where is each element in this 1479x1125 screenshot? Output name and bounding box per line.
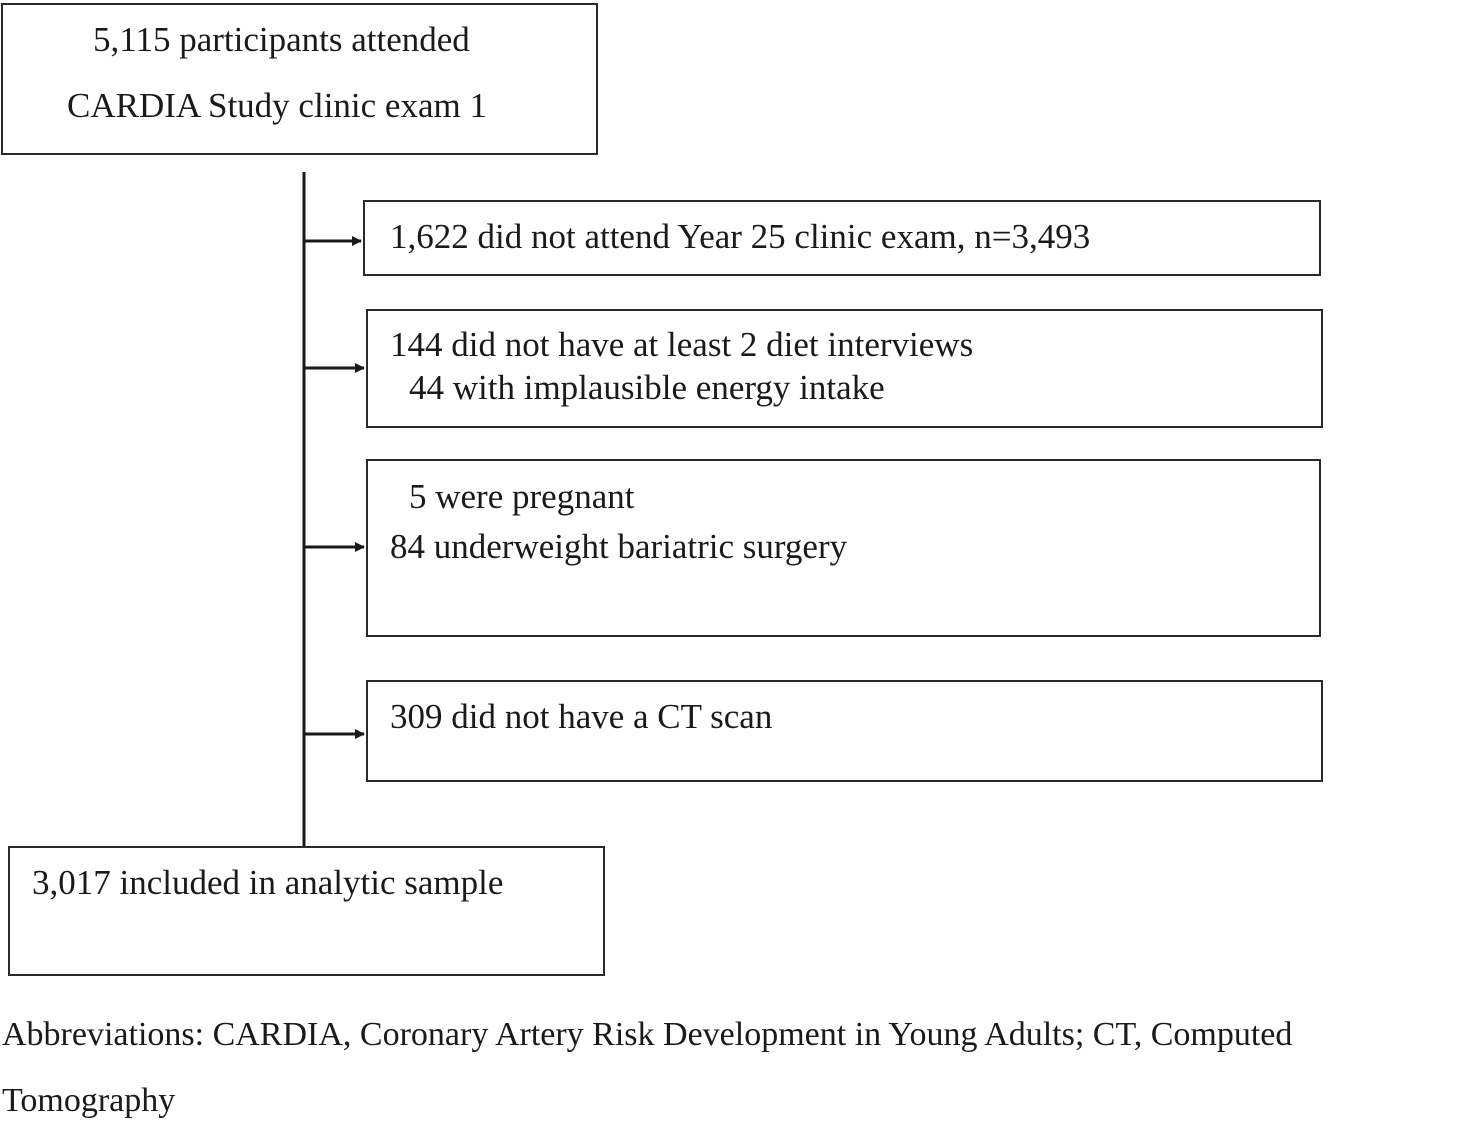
- exclusion-1-line1: 1,622 did not attend Year 25 clinic exam, n=3,493: [390, 217, 1091, 256]
- footnote-line1: Abbreviations: CARDIA, Coronary Artery Risk Development in Young Adults; CT, Computed: [2, 1016, 1293, 1053]
- exclusion-3-line2: 84 underweight bariatric surgery: [390, 527, 848, 566]
- exclusion-3-line1: 5 were pregnant: [409, 477, 635, 516]
- exclusion-2-line2: 44 with implausible energy intake: [409, 368, 885, 407]
- exclusion-2-line1: 144 did not have at least 2 diet interviews: [390, 325, 974, 364]
- start-box-line1: 5,115 participants attended: [93, 20, 470, 59]
- exclusion-4-line1: 309 did not have a CT scan: [390, 697, 773, 736]
- final-box-text: 3,017 included in analytic sample: [32, 863, 504, 902]
- start-box-line2: CARDIA Study clinic exam 1: [67, 86, 487, 125]
- footnote-line2: Tomography: [2, 1082, 176, 1119]
